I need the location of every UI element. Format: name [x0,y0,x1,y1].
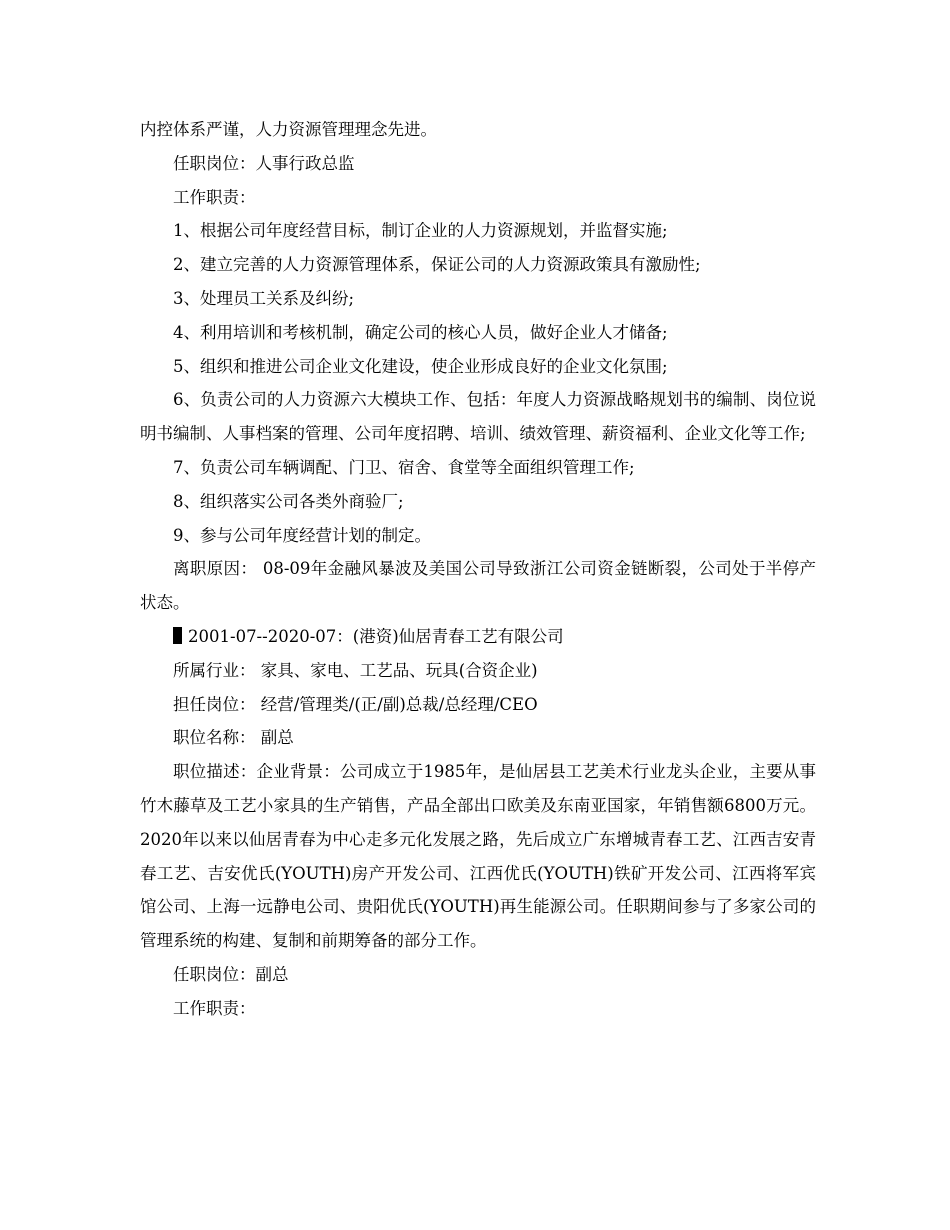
duty-item: 3、处理员工关系及纠纷; [173,288,355,308]
duty-item: 1、根据公司年度经营目标，制订企业的人力资源规划，并监督实施; [173,221,668,241]
leave-reason: 离职原因： 08-09年金融风暴波及美国公司导致浙江公司资金链断裂，公司处于半停产状态。 [140,559,816,613]
job-entry-title: 2001-07--2020-07：(港资)仙居青春工艺有限公司 [188,626,564,646]
job-position-line-2: 任职岗位：副总 [173,964,289,984]
duty-item: 6、负责公司的人力资源六大模块工作、包括：年度人力资源战略规划书的编制、岗位说明书编制、人事档案的管理、公司年度招聘、培训、绩效管理、薪资福利、企业文化等工作; [140,390,816,444]
text-line: 内控体系严谨，人力资源管理理念先进。 [140,120,437,139]
job-entry-header [140,620,816,654]
position-description: 职位描述：企业背景：公司成立于1985年，是仙居县工艺美术行业龙头企业，主要从事竹木藤草及工艺小家具的生产销售，产品全部出口欧美及东南亚国家，年销售额6800万元。2020年以来以仙居青春为中心走多元化发展之路，先后成立广东增城青春工艺、江西吉安青春工艺、吉安优氏(YOUTH)房产开发公司、江西优氏(YOUTH)铁矿开发公司、江西将军宾馆公司、上海一远静电公司、贵阳优氏(YOUTH)再生能源公司。任职期间参与了多家公司的管理系统的构建、复制和前期筹备的部分工作。 [140,762,816,951]
duty-item: 8、组织落实公司各类外商验厂; [173,491,404,511]
position-title-line: 职位名称： 副总 [173,728,294,748]
duty-item: 7、负责公司车辆调配、门卫、宿舍、食堂等全面组织管理工作; [173,457,635,477]
post-line: 担任岗位： 经营/管理类/(正/副)总裁/总经理/CEO [173,694,538,714]
document-page [140,113,816,1026]
duty-item: 4、利用培训和考核机制，确定公司的核心人员，做好企业人才储备; [173,322,668,342]
duties-heading-2: 工作职责： [173,998,256,1018]
duty-item: 5、组织和推进公司企业文化建设，使企业形成良好的企业文化氛围; [173,356,668,376]
job-position-line: 任职岗位：人事行政总监 [173,153,355,173]
duty-item: 9、参与公司年度经营计划的制定。 [173,525,431,545]
industry-line: 所属行业： 家具、家电、工艺品、玩具(合资企业) [173,660,538,680]
duty-item: 2、建立完善的人力资源管理体系，保证公司的人力资源政策具有激励性; [173,255,701,275]
duties-heading: 工作职责： [173,187,256,207]
bullet-marker-icon [173,627,182,644]
